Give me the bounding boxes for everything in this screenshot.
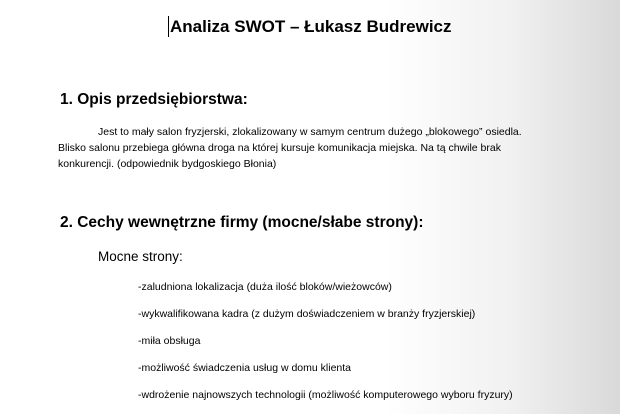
strengths-subheading[interactable]: Mocne strony:: [98, 249, 183, 264]
list-item[interactable]: -możliwość świadczenia usług w domu klienta: [138, 362, 352, 374]
list-item[interactable]: -zaludniona lokalizacja (duża ilość bloków/wieżowców): [138, 281, 392, 293]
strengths-list: [138, 279, 513, 414]
text-cursor: [168, 16, 169, 37]
paragraph-line: Jest to mały salon fryzjerski, zlokalizowany w samym centrum dużego „blokowego” osiedla.: [98, 126, 522, 138]
list-item[interactable]: -miła obsługa: [138, 335, 201, 347]
paragraph-line: Blisko salonu przebiega główna droga na której kursuje komunikacja miejska. Na tą chwile brak: [58, 142, 501, 154]
document-title[interactable]: Analiza SWOT – Łukasz Budrewicz: [170, 17, 452, 36]
section-heading-internal-features[interactable]: 2. Cechy wewnętrzne firmy (mocne/słabe strony):: [60, 214, 424, 231]
description-paragraph[interactable]: [58, 124, 578, 172]
paragraph-line: konkurencji. (odpowiednik bydgoskiego Błonia): [58, 158, 277, 170]
list-item[interactable]: -wdrożenie najnowszych technologii (możliwość komputerowego wyboru fryzury): [138, 389, 513, 401]
list-item[interactable]: -wykwalifikowana kadra (z dużym doświadczeniem w branży fryzjerskiej): [138, 308, 476, 320]
section-heading-description[interactable]: 1. Opis przedsiębiorstwa:: [60, 91, 248, 108]
